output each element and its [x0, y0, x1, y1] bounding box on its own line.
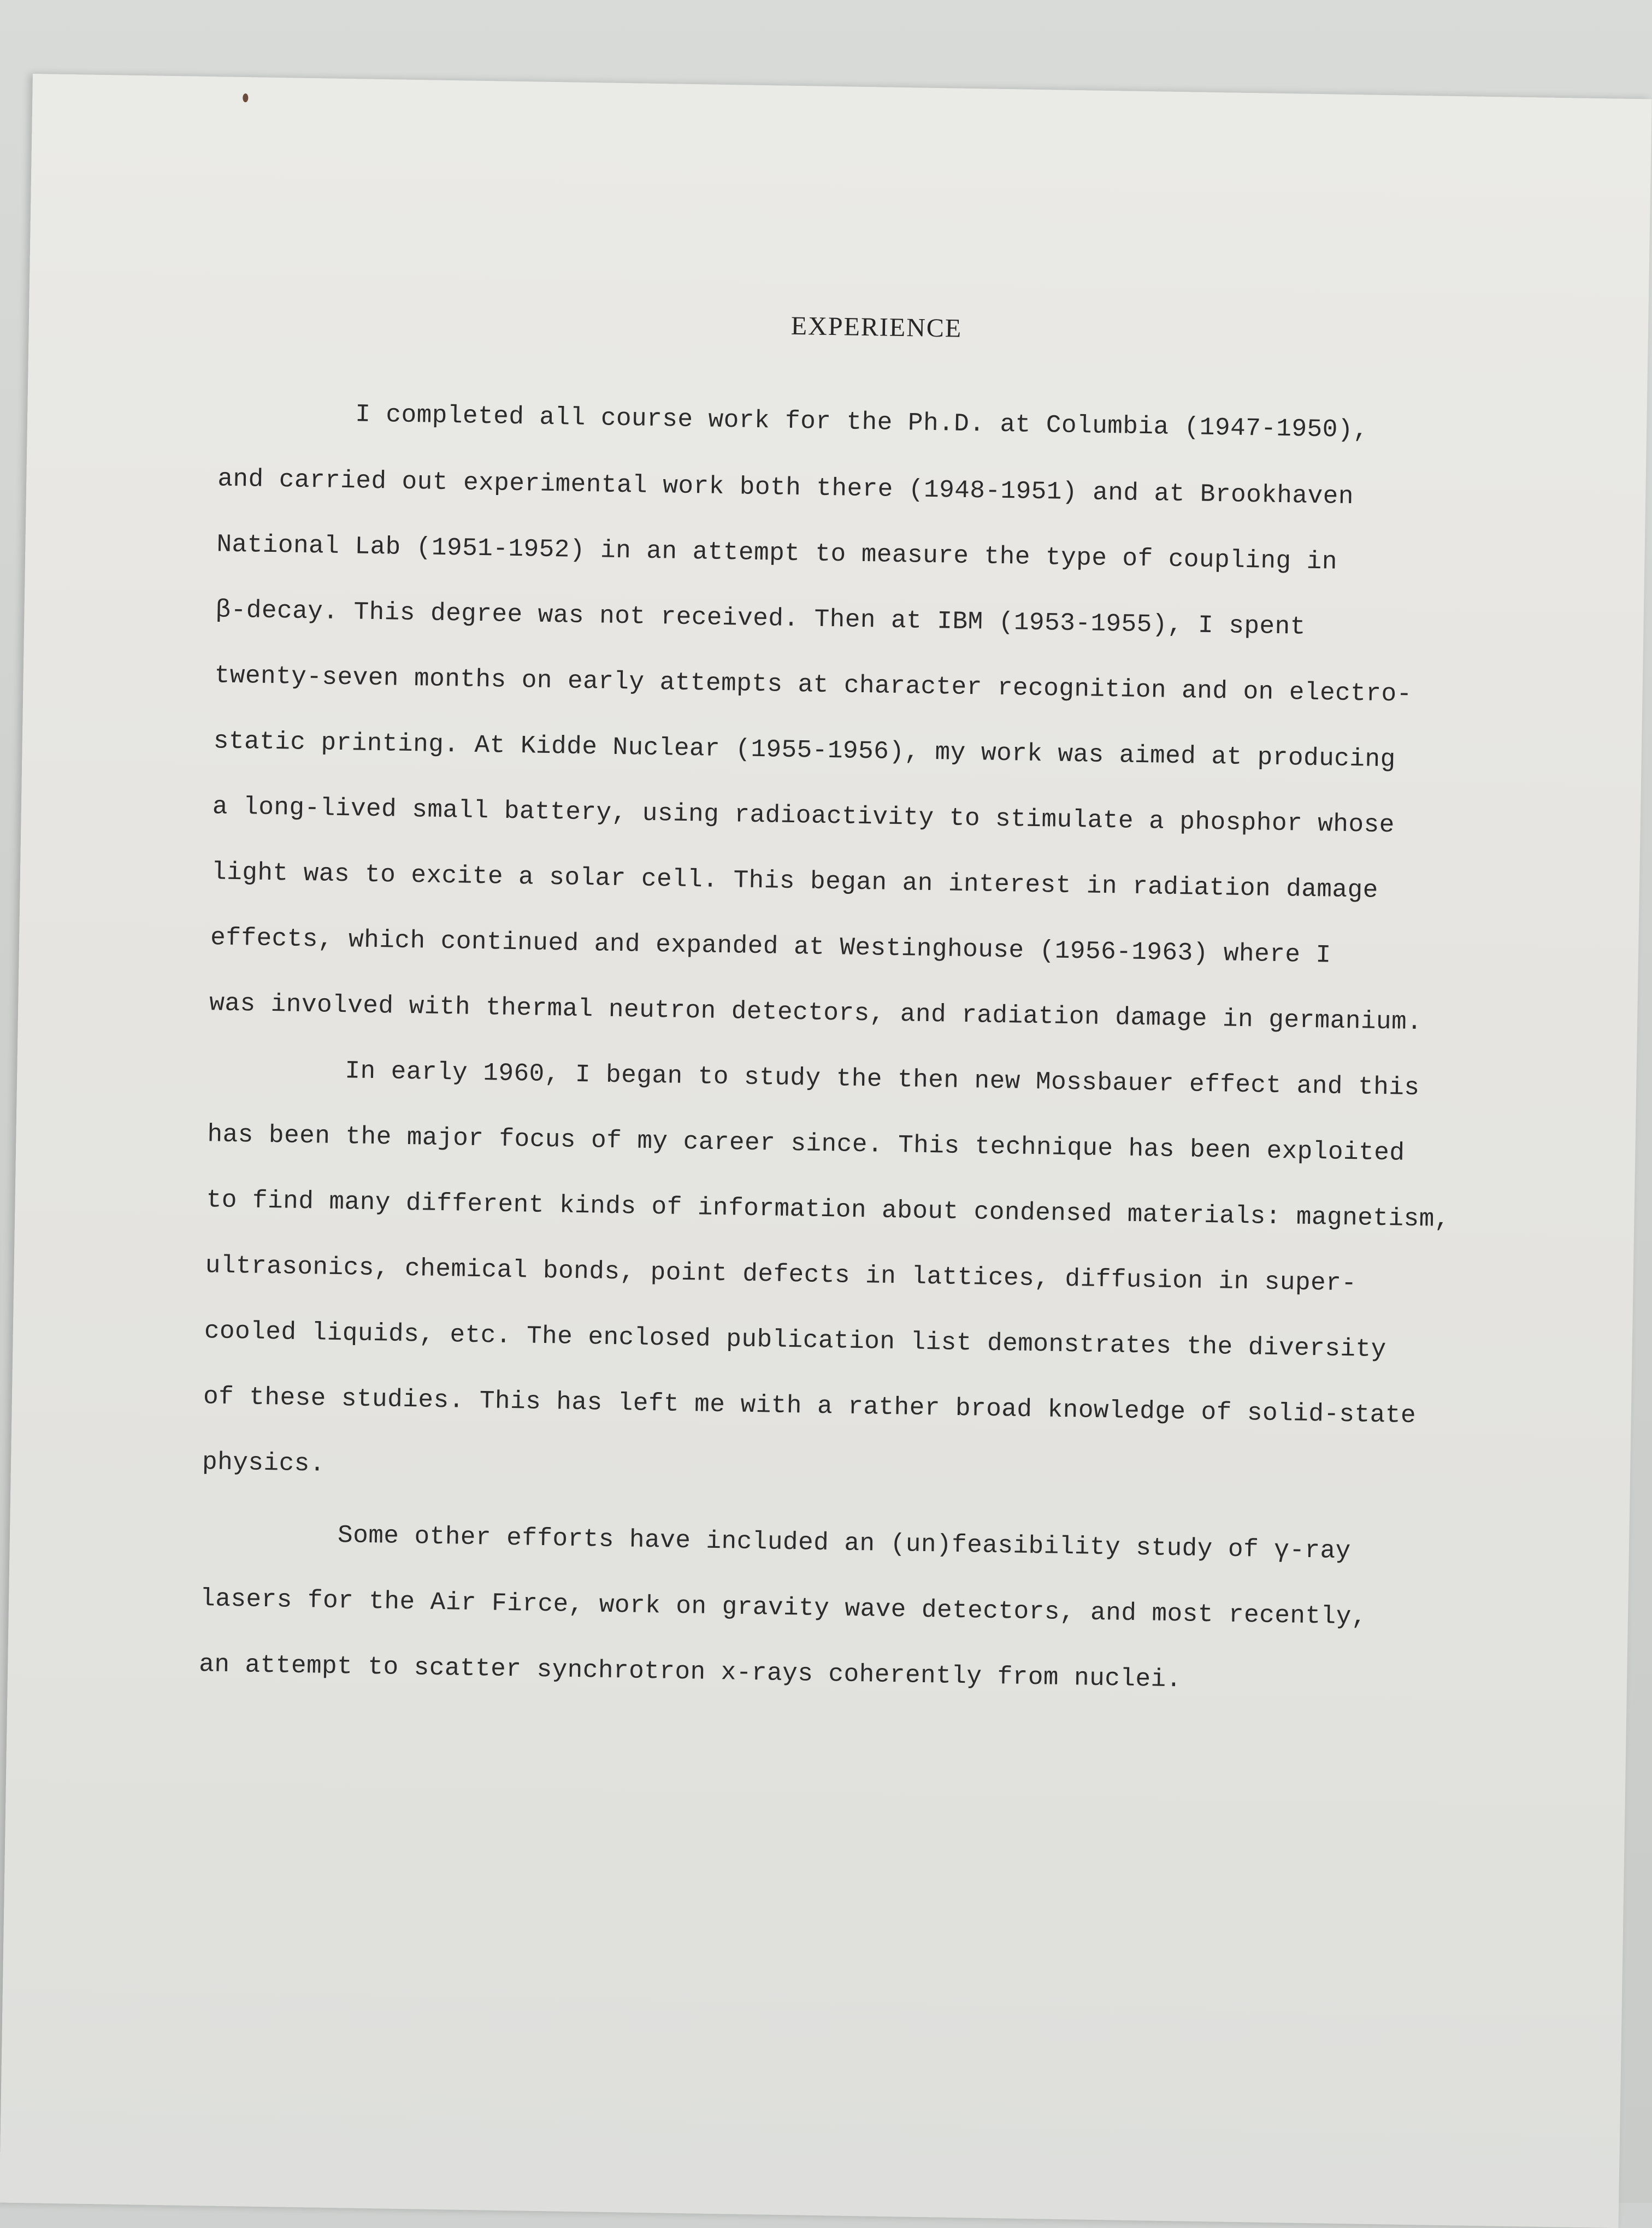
paragraph-1-line-1: I completed all course work for the Ph.D. at Columbia (1947-1950), — [355, 400, 1369, 445]
paragraph-1-line-6: static printing. At Kidde Nuclear (1955-1956), my work was aimed at producing — [213, 727, 1396, 774]
paragraph-1-line-10: was involved with thermal neutron detectors, and radiation damage in germanium. — [209, 989, 1423, 1037]
paragraph-1-line-5: twenty-seven months on early attempts at character recognition and on electro- — [214, 661, 1413, 709]
paragraph-2-line-2: has been the major focus of my career since. This technique has been exploited — [207, 1120, 1405, 1168]
paragraph-1-line-4: β-decay. This degree was not received. Then at IBM (1953-1955), I spent — [215, 596, 1306, 641]
paragraph-3-line-2: lasers for the Air Firce, work on gravity wave detectors, and most recently, — [199, 1584, 1367, 1631]
paragraph-2-line-5: cooled liquids, etc. The enclosed publication list demonstrates the diversity — [204, 1317, 1387, 1364]
paragraph-1-line-7: a long-lived small battery, using radioactivity to stimulate a phosphor whose — [212, 792, 1395, 840]
paragraph-2-line-3: to find many different kinds of information about condensed materials: magnetism, — [206, 1186, 1450, 1234]
paper-sheet — [0, 74, 1652, 2228]
paragraph-1-line-3: National Lab (1951-1952) in an attempt to measure the type of coupling in — [216, 530, 1338, 576]
paragraph-3-line-1: Some other efforts have included an (un)feasibility study of γ-ray — [337, 1521, 1352, 1566]
page-title: EXPERIENCE — [790, 311, 963, 343]
paragraph-2-line-1: In early 1960, I began to study the then new Mossbauer effect and this — [344, 1057, 1420, 1103]
paragraph-3-line-3: an attempt to scatter synchrotron x-rays coherently from nuclei. — [198, 1650, 1182, 1694]
paragraph-1-line-2: and carried out experimental work both there (1948-1951) and at Brookhaven — [217, 464, 1354, 511]
paragraph-1-line-8: light was to excite a solar cell. This began an interest in radiation damage — [211, 858, 1379, 905]
paragraph-1-line-9: effects, which continued and expanded at Westinghouse (1956-1963) where I — [210, 923, 1331, 970]
paragraph-2-line-4: ultrasonics, chemical bonds, point defects in lattices, diffusion in super- — [205, 1251, 1357, 1298]
paragraph-2-line-6: of these studies. This has left me with a rather broad knowledge of solid-state — [203, 1382, 1417, 1430]
paragraph-2-line-7: physics. — [202, 1448, 326, 1478]
document-body — [0, 74, 1652, 2228]
